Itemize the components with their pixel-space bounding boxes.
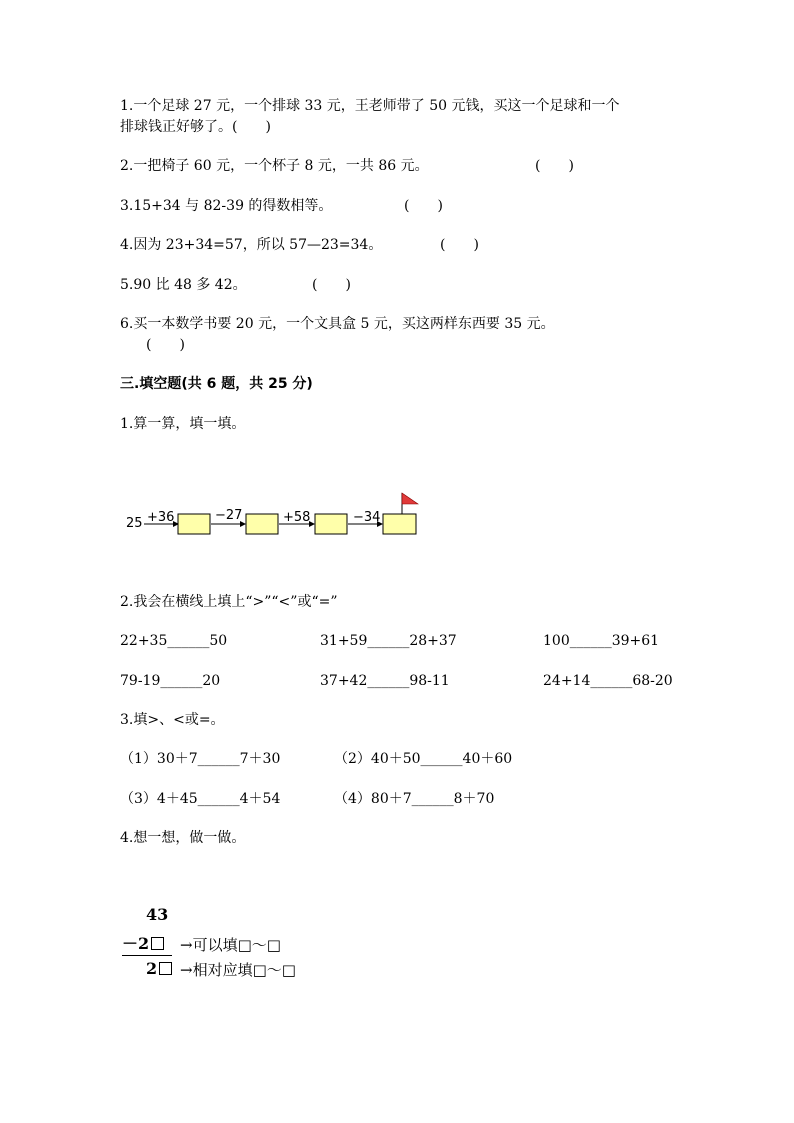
fill-3-2[interactable]: （2）40＋50______40＋60 [334,751,513,767]
compare-1-1[interactable]: 22+35______50 [120,633,228,649]
chain-op-1: +36 [147,510,175,525]
section-heading: 三.填空题(共 6 题，共 25 分) [120,376,313,392]
fill-q2: 2.我会在横线上填上“>”“<”或“=” [120,594,338,610]
vertical-top-number: 43 [146,905,169,924]
chain-op-2: −27 [215,508,243,523]
compare-2-1[interactable]: 79-19______20 [120,673,221,689]
chain-op-3: +58 [283,510,311,525]
flag-icon [402,493,418,504]
judge-q4: 4.因为 23+34=57，所以 57—23=34。 [120,237,383,253]
calc-chain-diagram [120,488,430,544]
chain-box-4[interactable] [383,514,416,534]
chain-start: 25 [126,516,143,531]
judge-q1-line2: 排球钱正好够了。( ) [120,119,271,135]
blank-box[interactable] [159,962,172,975]
judge-q5-paren[interactable]: ( ) [312,277,351,293]
vertical-minus-row [122,934,164,954]
judge-q2: 2.一把椅子 60 元，一个杯子 8 元，一共 86 元。 [120,158,429,174]
vertical-note-2: →相对应填□～□ [180,961,296,979]
compare-1-2[interactable]: 31+59______28+37 [320,633,457,649]
vertical-result-row [146,959,172,979]
compare-2-3[interactable]: 24+14______68-20 [543,673,673,689]
judge-q3-paren[interactable]: ( ) [404,198,443,214]
judge-q1-line1: 1.一个足球 27 元，一个排球 33 元，王老师带了 50 元钱，买这一个足球和一个 [120,98,620,114]
vertical-result: 2 [146,959,158,978]
blank-box[interactable] [151,937,164,950]
vertical-minus: －2 [122,934,150,953]
judge-q6-paren[interactable]: ( ) [146,337,185,353]
chain-box-3[interactable] [315,514,347,534]
judge-q3: 3.15+34 与 82-39 的得数相等。 [120,198,333,214]
chain-box-1[interactable] [178,514,210,534]
judge-q2-paren[interactable]: ( ) [535,158,574,174]
fill-3-3[interactable]: （3）4＋45______4＋54 [120,791,281,807]
compare-1-3[interactable]: 100______39+61 [543,633,660,649]
judge-q6: 6.买一本数学书要 20 元，一个文具盒 5 元，买这两样东西要 35 元。 [120,316,555,332]
vertical-note-1: →可以填□～□ [180,936,281,954]
judge-q4-paren[interactable]: ( ) [440,237,479,253]
fill-q1: 1.算一算，填一填。 [120,416,246,432]
fill-3-1[interactable]: （1）30＋7______7＋30 [120,751,281,767]
fill-q4: 4.想一想，做一做。 [120,830,246,846]
vertical-rule [122,955,172,956]
chain-op-4: −34 [353,510,381,525]
compare-2-2[interactable]: 37+42______98-11 [320,673,450,689]
judge-q5: 5.90 比 48 多 42。 [120,277,247,293]
chain-box-2[interactable] [246,514,278,534]
fill-3-4[interactable]: （4）80＋7______8＋70 [334,791,495,807]
fill-q3: 3.填>、<或=。 [120,712,225,728]
